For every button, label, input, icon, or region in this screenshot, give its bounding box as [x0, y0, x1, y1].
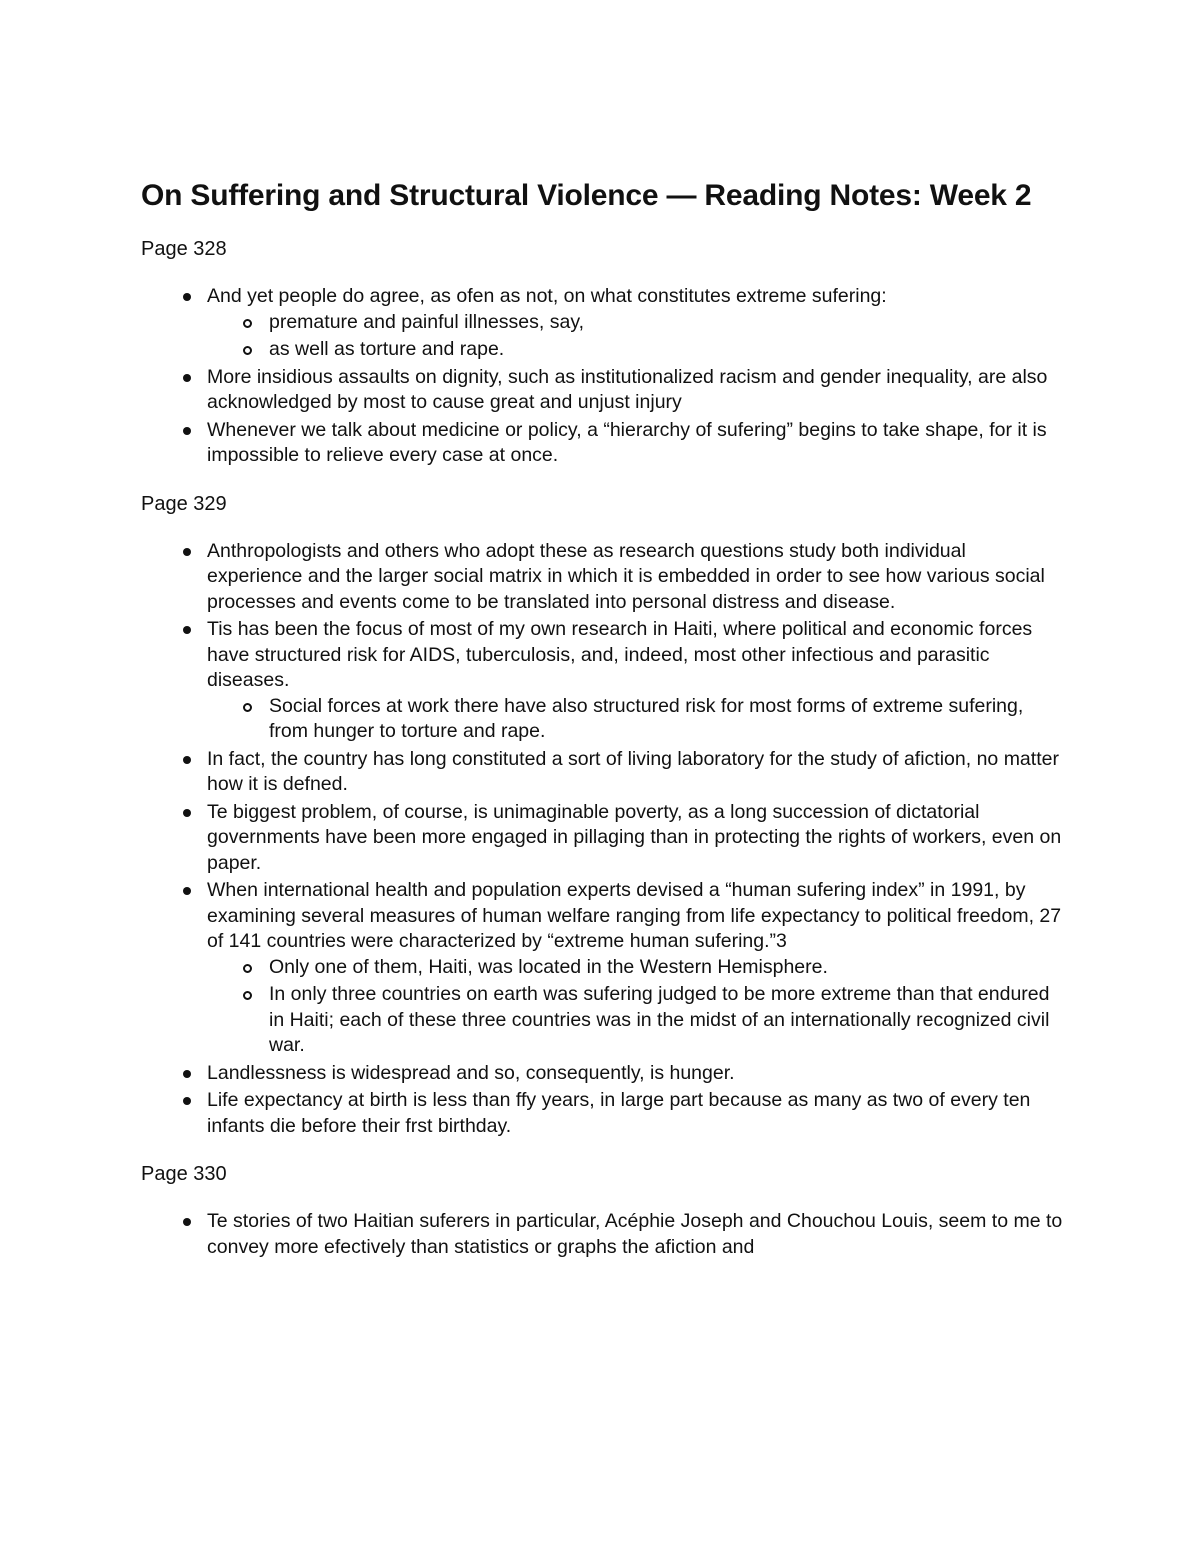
sub-bullet-item	[269, 694, 1066, 745]
sub-bullet-text: premature and painful illnesses, say,	[269, 310, 585, 333]
notes-section	[141, 491, 1066, 1140]
bullet-text: Landlessness is widespread and so, consequently, is hunger.	[207, 1061, 735, 1084]
bullet-item	[207, 1061, 1066, 1087]
document-page	[141, 176, 1066, 1282]
bullet-text: Te biggest problem, of course, is unimaginable poverty, as a long succession of dictatorial governments have been more engaged in pillaging than in protecting the rights of workers, even on paper.	[207, 800, 1062, 874]
sub-bullet-text: Only one of them, Haiti, was located in the Western Hemisphere.	[269, 955, 828, 978]
sub-bullet-item	[269, 955, 1066, 981]
document-title: On Suffering and Structural Violence — Reading Notes: Week 2	[141, 179, 1032, 212]
page-label: Page 330	[141, 1163, 227, 1185]
sub-bullet-item	[269, 337, 1066, 363]
bullet-text: When international health and population experts devised a “human sufering index” in 1991, by examining several measures of human welfare ranging from life expectancy to political freedom, 27 of 141 countries were characterized by “extreme human sufering.”3	[207, 879, 1062, 952]
bullet-item	[207, 365, 1066, 416]
bullet-text: More insidious assaults on dignity, such as institutionalized racism and gender inequality, are also acknowledged by most to cause great and unjust injury	[207, 365, 1048, 413]
bullet-list	[141, 1209, 1066, 1260]
bullet-text: Life expectancy at birth is less than ffy years, in large part because as many as two of every ten infants die before their frst birthday.	[207, 1089, 1031, 1137]
bullet-item	[207, 418, 1066, 469]
sub-bullet-text: Social forces at work there have also structured risk for most forms of extreme sufering, from hunger to torture and rape.	[269, 694, 1024, 742]
bullet-item	[207, 800, 1066, 877]
bullet-item	[207, 747, 1066, 798]
sub-bullet-list	[207, 310, 1066, 363]
page-label: Page 328	[141, 238, 227, 260]
bullet-item	[207, 1209, 1066, 1260]
bullet-list	[141, 284, 1066, 469]
bullet-item	[207, 617, 1066, 745]
sub-bullet-item	[269, 310, 1066, 336]
bullet-list	[141, 539, 1066, 1140]
bullet-text: In fact, the country has long constituted a sort of living laboratory for the study of afiction, no matter how it is defned.	[207, 747, 1059, 795]
sections-container	[141, 236, 1066, 1260]
bullet-item	[207, 539, 1066, 616]
bullet-text: Tis has been the focus of most of my own research in Haiti, where political and economic forces have structured risk for AIDS, tuberculosis, and, indeed, most other infectious and parasitic diseases.	[207, 618, 1033, 691]
bullet-text: Te stories of two Haitian suferers in particular, Acéphie Joseph and Chouchou Louis, seem to me to convey more efectively than statistics or graphs the afiction and	[207, 1210, 1063, 1258]
bullet-text: Whenever we talk about medicine or policy, a “hierarchy of sufering” begins to take shape, for it is impossible to relieve every case at once.	[207, 418, 1047, 466]
bullet-item	[207, 878, 1066, 1059]
bullet-text: Anthropologists and others who adopt these as research questions study both individual experience and the larger social matrix in which it is embedded in order to see how various social processes and events come to be translated into personal distress and disease.	[207, 539, 1045, 613]
sub-bullet-text: In only three countries on earth was sufering judged to be more extreme than that endured in Haiti; each of these three countries was in the midst of an internationally recognized civil war.	[269, 983, 1050, 1056]
sub-bullet-text: as well as torture and rape.	[269, 338, 505, 360]
notes-section	[141, 236, 1066, 469]
page-label: Page 329	[141, 492, 227, 515]
bullet-item	[207, 284, 1066, 363]
bullet-item	[207, 1088, 1066, 1139]
bullet-text: And yet people do agree, as ofen as not, on what constitutes extreme sufering:	[207, 285, 887, 307]
sub-bullet-item	[269, 982, 1066, 1059]
notes-section	[141, 1161, 1066, 1260]
sub-bullet-list	[207, 955, 1066, 1059]
sub-bullet-list	[207, 694, 1066, 745]
